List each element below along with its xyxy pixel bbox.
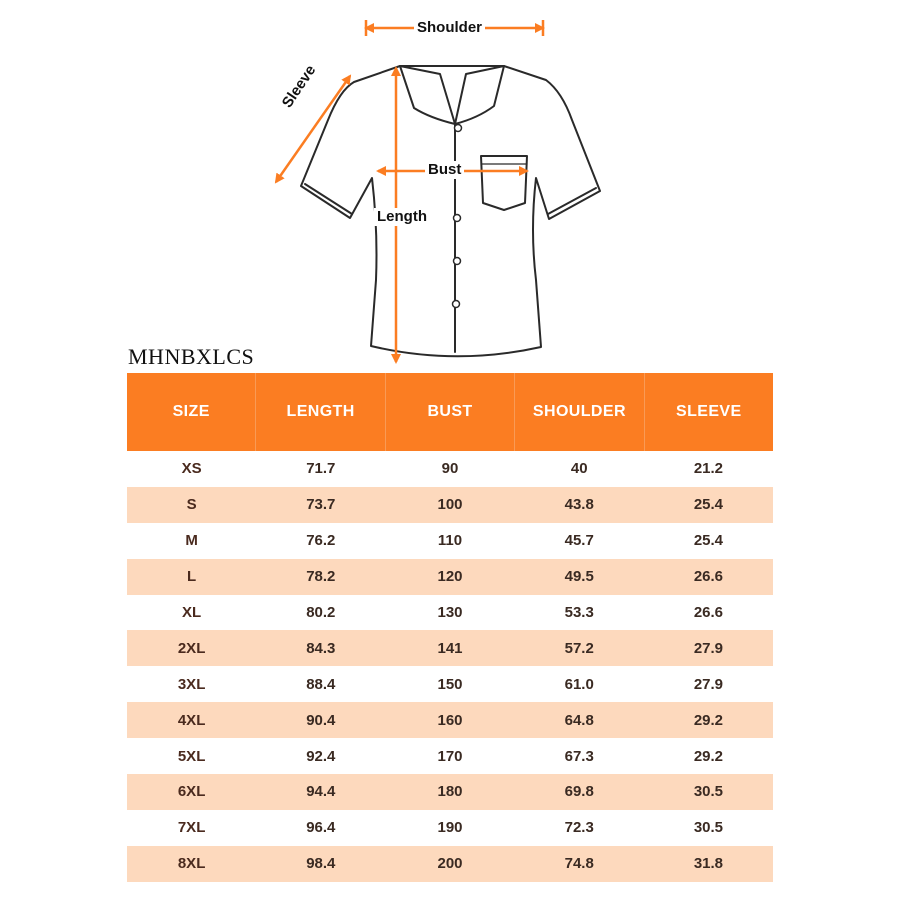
length-cell: 84.3	[306, 639, 336, 657]
size-cell: XS	[181, 460, 202, 478]
table-header	[127, 373, 773, 451]
header-length: LENGTH	[256, 373, 385, 451]
bust-cell: 90	[441, 460, 459, 478]
bust-cell: 150	[437, 675, 463, 693]
shoulder-cell: 67.3	[564, 747, 594, 765]
length-cell: 78.2	[306, 568, 336, 586]
bust-cell: 120	[437, 568, 463, 586]
table-row	[127, 523, 773, 559]
table-row	[127, 487, 773, 523]
sleeve-cell: 26.6	[693, 568, 724, 586]
button-2	[454, 215, 461, 222]
length-cell: 90.4	[306, 711, 336, 729]
size-cell: L	[187, 568, 197, 586]
length-cell: 94.4	[306, 783, 336, 801]
table-row	[127, 810, 773, 846]
length-cell: 73.7	[306, 496, 336, 514]
sleeve-cell: 30.5	[693, 819, 724, 837]
sleeve-cell: 27.9	[693, 675, 724, 693]
bust-label: Bust	[425, 161, 464, 179]
product-code: MHNBXLCS	[128, 344, 255, 369]
sleeve-label: Sleeve	[278, 62, 320, 112]
bust-cell: 100	[437, 496, 463, 514]
table-row	[127, 666, 773, 702]
length-cell: 80.2	[306, 604, 336, 621]
sleeve-cell: 25.4	[693, 532, 724, 550]
shoulder-cell: 40	[570, 460, 588, 478]
size-cell: XL	[182, 604, 202, 621]
shoulder-label: Shoulder	[414, 19, 485, 37]
length-label: Length	[374, 208, 430, 226]
sleeve-cell: 29.2	[693, 711, 724, 729]
shoulder-cell: 74.8	[564, 855, 594, 873]
bust-cell: 200	[437, 855, 463, 873]
length-cell: 71.7	[306, 460, 336, 478]
bust-cell: 110	[437, 532, 463, 550]
bust-cell: 160	[437, 711, 463, 729]
length-cell: 98.4	[306, 855, 336, 873]
sleeve-cell: 27.9	[693, 639, 724, 657]
length-cell: 96.4	[306, 819, 336, 837]
size-cell: 3XL	[177, 675, 206, 693]
shoulder-cell: 72.3	[564, 819, 594, 837]
sleeve-cell: 25.4	[693, 496, 724, 514]
length-cell: 76.2	[306, 532, 336, 550]
shoulder-cell: 53.3	[564, 604, 594, 621]
table-row	[127, 846, 773, 882]
shoulder-cell: 49.5	[564, 568, 594, 586]
sleeve-cell: 31.8	[693, 855, 724, 873]
table-row	[127, 702, 773, 738]
sleeve-cell: 26.6	[693, 604, 724, 621]
size-cell: M	[185, 532, 198, 550]
size-chart-table	[127, 373, 773, 882]
bust-cell: 141	[437, 639, 463, 657]
button-3	[454, 258, 461, 265]
table-row	[127, 451, 773, 487]
table-row	[127, 630, 773, 666]
sleeve-cell: 29.2	[693, 747, 724, 765]
shoulder-cell: 45.7	[564, 532, 594, 550]
table-row	[127, 738, 773, 774]
size-cell: 7XL	[177, 819, 206, 837]
table-row	[127, 595, 773, 631]
bust-cell: 180	[437, 783, 463, 801]
size-cell: S	[186, 496, 197, 514]
size-cell: 2XL	[177, 639, 206, 657]
length-cell: 88.4	[306, 675, 336, 693]
header-size: SIZE	[127, 373, 256, 451]
header-bust: BUST	[386, 373, 515, 451]
header-shoulder: SHOULDER	[515, 373, 644, 451]
button-4	[453, 301, 460, 308]
sleeve-cell: 21.2	[693, 460, 724, 478]
shoulder-cell: 64.8	[564, 711, 594, 729]
size-cell: 8XL	[177, 855, 206, 873]
shirt-measurement-diagram	[0, 0, 900, 370]
size-cell: 4XL	[177, 711, 206, 729]
table-row	[127, 559, 773, 595]
table-row	[127, 774, 773, 810]
size-cell: 5XL	[177, 747, 206, 765]
header-sleeve: SLEEVE	[676, 403, 742, 420]
shoulder-cell: 43.8	[564, 496, 594, 514]
shoulder-cell: 69.8	[564, 783, 594, 801]
bust-cell: 170	[437, 747, 463, 765]
shoulder-cell: 57.2	[564, 639, 594, 657]
shirt-illustration	[0, 0, 900, 370]
size-cell: 6XL	[177, 783, 206, 801]
length-cell: 92.4	[306, 747, 336, 765]
bust-cell: 190	[437, 819, 463, 837]
button-1	[455, 125, 462, 132]
bust-cell: 130	[437, 604, 463, 621]
sleeve-cell: 30.5	[693, 783, 724, 801]
shoulder-cell: 61.0	[564, 675, 594, 693]
